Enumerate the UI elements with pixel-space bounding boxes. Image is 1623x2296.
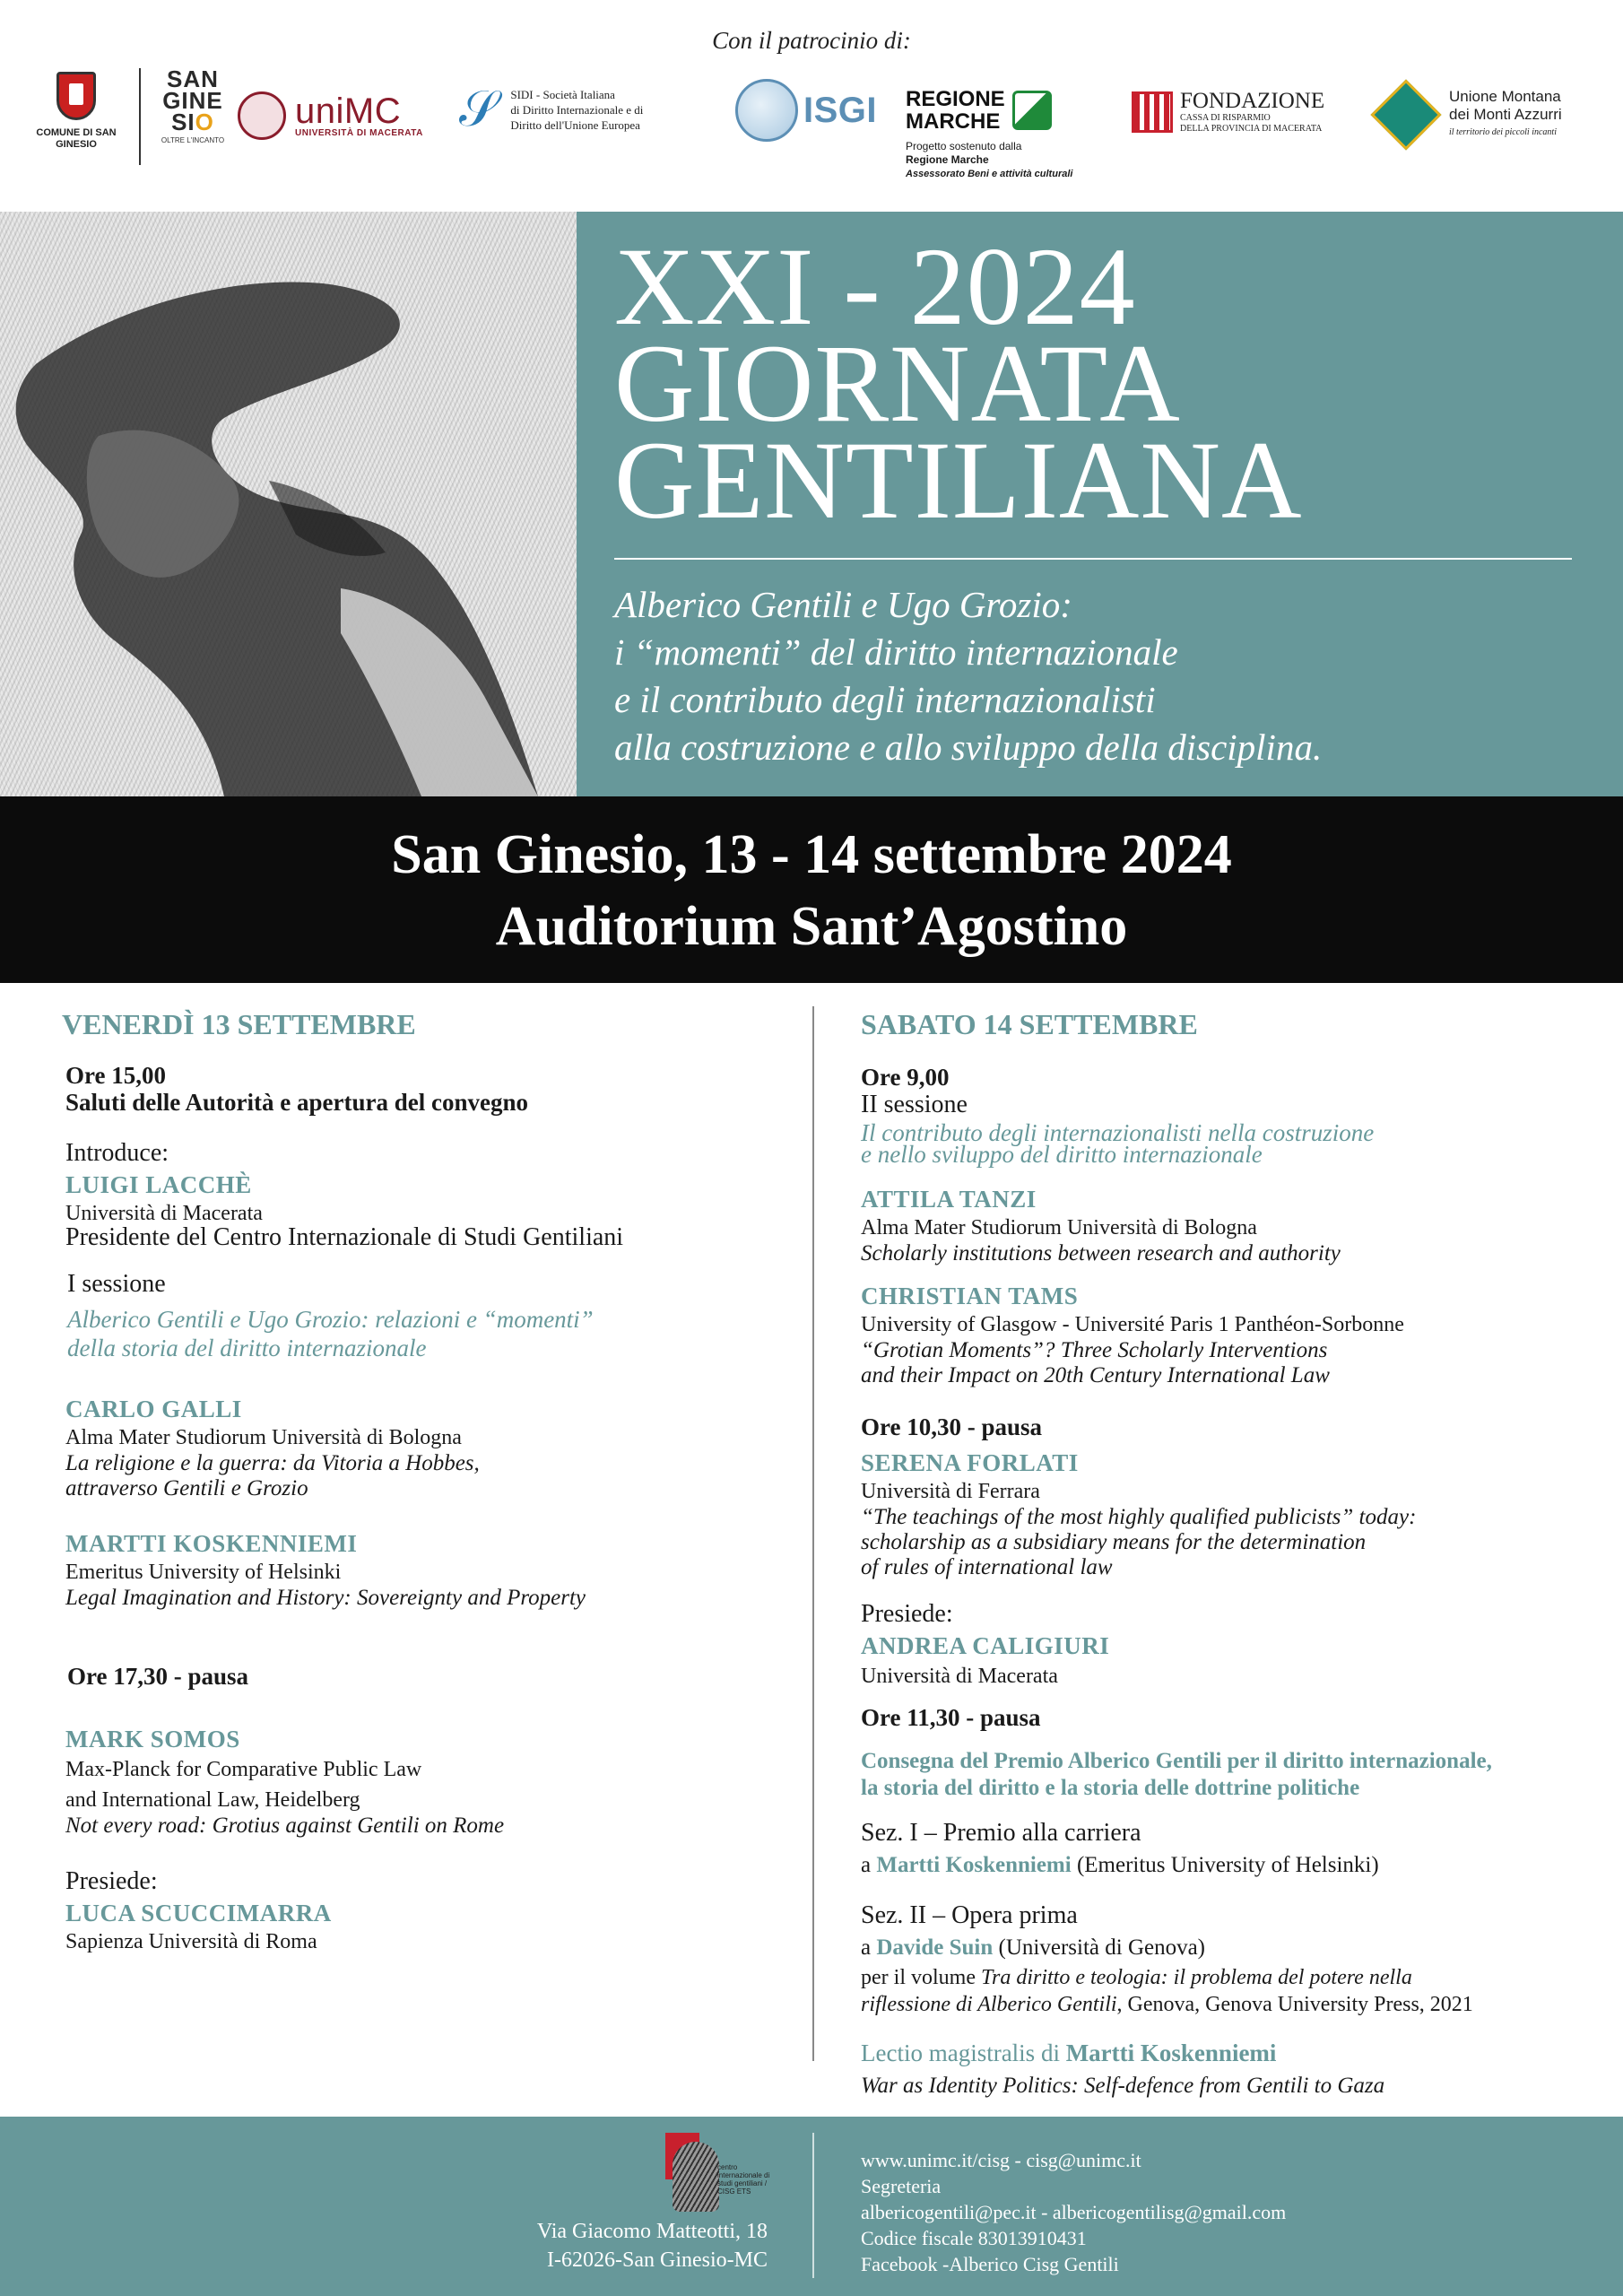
recipient-name-koskenniemi: Martti Koskenniemi [876, 1853, 1072, 1877]
event-venue: Auditorium Sant’Agostino [495, 896, 1128, 957]
sg-word-3: SIO [171, 109, 214, 135]
coat-of-arms-icon [56, 72, 96, 120]
pause-friday: Ore 17,30 - pausa [67, 1663, 249, 1690]
globe-icon [735, 79, 798, 142]
unione-line-2: dei Monti Azzurri [1449, 106, 1562, 123]
speaker-affiliation-koskenniemi: Emeritus University of Helsinki [65, 1561, 342, 1584]
regione-word-1: REGIONE [906, 87, 1005, 111]
sidi-logo [459, 83, 643, 136]
day-heading-saturday: SABATO 14 SETTEMBRE [861, 1008, 1198, 1040]
speaker-name-forlati: SERENA FORLATI [861, 1449, 1079, 1476]
talk-title-forlati-line-3: of rules of international law [861, 1555, 1113, 1579]
opening-session: Saluti delle Autorità e apertura del convegno [65, 1089, 528, 1116]
footer [0, 2117, 1623, 2296]
unimc-logo [238, 91, 423, 140]
sidi-mark: 𝒮 [459, 82, 499, 137]
speaker-name-lacche: LUIGI LACCHÈ [65, 1171, 252, 1198]
gentili-portrait-image [0, 212, 577, 796]
sidi-line-3: Diritto dell'Unione Europea [510, 117, 640, 132]
talk-title-koskenniemi: Legal Imagination and History: Sovereignty and Property [65, 1586, 586, 1610]
chair-label-saturday: Presiede: [861, 1600, 953, 1628]
session-title-2-line-1: Il contributo degli internazionalisti nella costruzione [861, 1119, 1375, 1146]
event-title-line-1: XXI - 2024 [614, 225, 1136, 348]
chair-label-friday: Presiede: [65, 1867, 158, 1895]
award-section-1-recipient: a Martti Koskenniemi (Emeritus University of Helsinki) [861, 1853, 1379, 1877]
recipient-name-suin: Davide Suin [876, 1935, 994, 1960]
speaker-affiliation-somos-line-2: and International Law, Heidelberg [65, 1788, 360, 1812]
event-subtitle [614, 581, 1322, 771]
address-line-1: Via Giacomo Matteotti, 18 [536, 2220, 768, 2243]
talk-title-tanzi: Scholarly institutions between research and authority [861, 1241, 1341, 1265]
fondazione-icon [1132, 91, 1173, 133]
unione-montana-logo [1381, 88, 1562, 142]
address-line-2: I-62026-San Ginesio-MC [547, 2248, 768, 2272]
talk-title-tams-line-2: and their Impact on 20th Century International Law [861, 1363, 1330, 1387]
fondazione-title: FONDAZIONE [1180, 89, 1325, 113]
title-panel [577, 212, 1623, 796]
talk-title-somos: Not every road: Grotius against Gentili on Rome [65, 1813, 505, 1838]
event-date: San Ginesio, 13 - 14 settembre 2024 [391, 824, 1232, 885]
footer-address [537, 2217, 768, 2274]
speaker-name-koskenniemi: MARTTI KOSKENNIEMI [65, 1530, 358, 1557]
event-title-line-3: GENTILIANA [614, 419, 1303, 542]
award-section-2-title: Sez. II – Opera prima [861, 1901, 1078, 1929]
contact-facebook[interactable]: Facebook -Alberico Cisg Gentili [861, 2253, 1119, 2275]
time-morning: Ore 9,00 [861, 1064, 950, 1091]
session-label-2: II sessione [861, 1091, 968, 1118]
unimc-wordmark: uniMC [295, 91, 402, 131]
chair-affiliation-scuccimarra: Sapienza Università di Roma [65, 1930, 317, 1953]
unione-line-1: Unione Montana [1449, 88, 1561, 105]
talk-title-forlati-line-1: “The teachings of the most highly qualified publicists” today: [861, 1505, 1417, 1529]
speaker-name-tams: CHRISTIAN TAMS [861, 1283, 1079, 1309]
unione-tagline: il territorio dei piccoli incanti [1449, 127, 1557, 137]
comune-san-ginesio-logo [36, 63, 117, 151]
event-subtitle-line-3: e il contributo degli internazionalisti [614, 679, 1156, 720]
comune-label: COMUNE DI SAN GINESIO [36, 127, 117, 150]
chair-name-scuccimarra: LUCA SCUCCIMARRA [65, 1900, 332, 1926]
isgi-logo [735, 79, 877, 142]
pause-saturday-1: Ore 10,30 - pausa [861, 1413, 1043, 1440]
patronage-label: Con il patrocinio di: [712, 27, 911, 54]
cisg-logo-text: centro internazionale di studi gentiliani / CISG ETS [717, 2163, 770, 2196]
footer-contacts [861, 2147, 1286, 2277]
sg-word-2: GINE [162, 87, 223, 114]
isgi-wordmark: ISGI [803, 90, 878, 130]
session-label-1: I sessione [67, 1270, 166, 1298]
sidi-line-2: di Diritto Internazionale e di [510, 102, 644, 117]
speaker-affiliation-somos-line-1: Max-Planck for Comparative Public Law [65, 1758, 422, 1781]
talk-title-galli-line-1: La religione e la guerra: da Vitoria a Hobbes, [65, 1451, 480, 1475]
talk-title-forlati-line-2: scholarship as a subsidiary means for the determination [861, 1530, 1367, 1554]
title-divider [614, 558, 1572, 560]
pause-saturday-2: Ore 11,30 - pausa [861, 1704, 1041, 1731]
speaker-affiliation-lacche: Università di Macerata [65, 1202, 263, 1225]
logo-divider [139, 68, 141, 165]
lectio-title: War as Identity Politics: Self-defence from Gentili to Gaza [861, 2074, 1385, 2098]
speaker-affiliation-galli: Alma Mater Studiorum Università di Bologna [65, 1426, 462, 1449]
award-volume-line-1: per il volume Tra diritto e teologia: il problema del potere nella [861, 1966, 1412, 1989]
speaker-name-tanzi: ATTILA TANZI [861, 1186, 1037, 1213]
event-title-line-2: GIORNATA [614, 322, 1181, 445]
award-section-2-recipient: a Davide Suin (Università di Genova) [861, 1935, 1206, 1960]
unimc-subtitle: UNIVERSITÀ DI MACERATA [295, 127, 423, 138]
fondazione-sub-1: CASSA DI RISPARMIO [1180, 113, 1271, 123]
chair-affiliation-caligiuri: Università di Macerata [861, 1665, 1058, 1688]
gentili-bust-icon [673, 2142, 719, 2212]
sidi-line-1: SIDI - Società Italiana [510, 87, 615, 101]
university-seal-icon [238, 91, 286, 140]
speaker-affiliation-forlati: Università di Ferrara [861, 1480, 1040, 1503]
lectio-speaker: Martti Koskenniemi [1065, 2039, 1277, 2066]
speaker-affiliation-tams: University of Glasgow - Université Paris 1 Panthéon-Sorbonne [861, 1313, 1404, 1336]
regione-word-2: MARCHE [906, 109, 1001, 134]
session-title-2-line-2: e nello sviluppo del diritto internazionale [861, 1141, 1263, 1168]
event-subtitle-line-2: i “momenti” del diritto internazionale [614, 631, 1178, 673]
day-heading-friday: VENERDÌ 13 SETTEMBRE [62, 1008, 416, 1040]
footer-divider [812, 2133, 814, 2278]
session-title-1-line-2: della storia del diritto internazionale [67, 1335, 427, 1361]
speaker-role-lacche: Presidente del Centro Internazionale di Studi Gentiliani [65, 1223, 624, 1251]
award-section-1-title: Sez. I – Premio alla carriera [861, 1819, 1141, 1847]
speaker-name-somos: MARK SOMOS [65, 1726, 240, 1752]
regione-note-2: Regione Marche [906, 153, 989, 166]
sg-word-1: SAN [167, 65, 219, 92]
chair-name-caligiuri: ANDREA CALIGIURI [861, 1632, 1110, 1659]
event-title [614, 225, 1303, 542]
award-volume-line-2: riflessione di Alberico Gentili, Genova, Genova University Press, 2021 [861, 1993, 1473, 2016]
regione-note-1: Progetto sostenuto dalla [906, 140, 1022, 152]
event-subtitle-line-4: alla costruzione e allo sviluppo della disciplina. [614, 726, 1323, 768]
contact-secretariat-label: Segreteria [861, 2175, 942, 2197]
contact-secretariat-emails[interactable]: albericogentili@pec.it - albericogentilisg@gmail.com [861, 2201, 1287, 2223]
patron-logos [36, 63, 1596, 197]
unione-emblem-icon [1370, 79, 1441, 150]
regione-marche-logo [906, 88, 1072, 181]
talk-title-tams-line-1: “Grotian Moments”? Three Scholarly Interventions [861, 1338, 1328, 1362]
lectio-magistralis: Lectio magistralis di Martti Koskenniemi [861, 2039, 1277, 2066]
cisg-logo [665, 2133, 773, 2222]
contact-web-email[interactable]: www.unimc.it/cisg - cisg@unimc.it [861, 2149, 1141, 2171]
regione-note-3: Assessorato Beni e attività culturali [906, 169, 1073, 179]
introduce-label: Introduce: [65, 1139, 169, 1167]
session-title-1-line-1: Alberico Gentili e Ugo Grozio: relazioni e “momenti” [67, 1306, 594, 1333]
column-divider [812, 1006, 814, 2061]
talk-title-galli-line-2: attraverso Gentili e Grozio [65, 1476, 308, 1500]
speaker-name-galli: CARLO GALLI [65, 1396, 242, 1422]
hero [0, 212, 1623, 796]
event-subtitle-line-1: Alberico Gentili e Ugo Grozio: [614, 584, 1072, 625]
san-ginesio-logo [148, 65, 238, 144]
contact-fiscal-code: Codice fiscale 83013910431 [861, 2227, 1087, 2249]
award-heading-line-1: Consegna del Premio Alberico Gentili per il diritto internazionale, [861, 1749, 1492, 1773]
time-opening: Ore 15,00 [65, 1062, 166, 1089]
fondazione-sub-2: DELLA PROVINCIA DI MACERATA [1180, 124, 1323, 134]
speaker-affiliation-tanzi: Alma Mater Studiorum Università di Bologna [861, 1216, 1257, 1239]
date-venue-band [0, 796, 1623, 983]
sg-tagline: OLTRE L'INCANTO [161, 136, 225, 144]
fondazione-carima-logo [1132, 90, 1324, 135]
award-heading-line-2: la storia del diritto e la storia delle dottrine politiche [861, 1776, 1360, 1800]
regione-emblem-icon [1012, 91, 1052, 130]
